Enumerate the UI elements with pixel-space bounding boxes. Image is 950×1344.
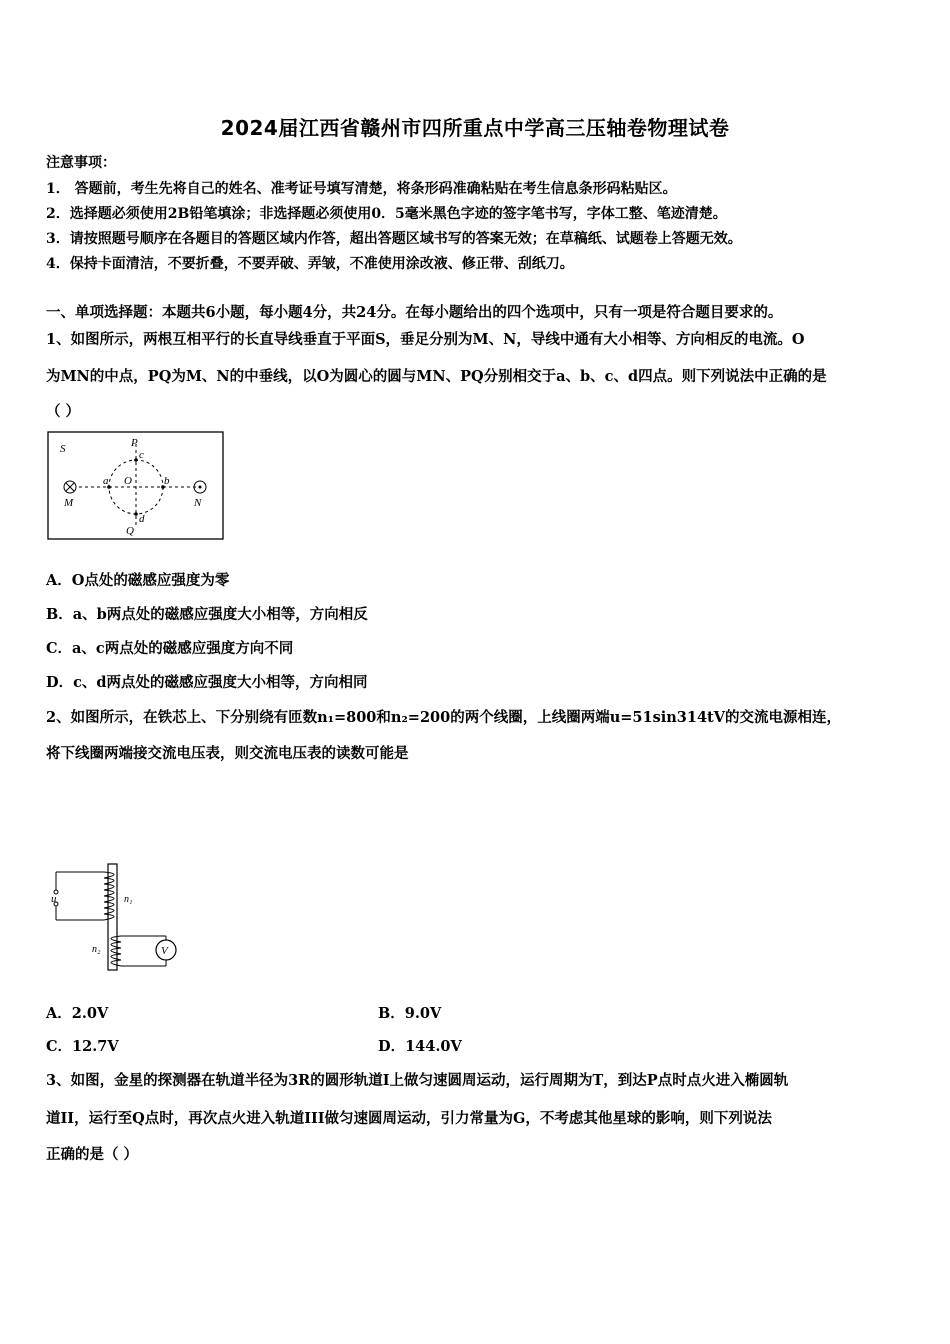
label-v: V xyxy=(161,945,168,957)
label-o: O xyxy=(124,475,132,487)
wire-n-dot xyxy=(199,486,202,489)
q1-line-2: 为MN的中点，PQ为M、N的中垂线，以O为圆心的圆与MN、PQ分别相交于a、b、c、d四点。则下列说法中正确的是 xyxy=(46,368,827,385)
lower-coil xyxy=(111,936,121,966)
q3-line-3: 正确的是（ ） xyxy=(46,1146,139,1163)
label-d: d xyxy=(139,513,145,525)
q2-figure xyxy=(46,860,186,975)
note-item-3: 3．请按照题号顺序在各题目的答题区域内作答，超出答题区域书写的答案无效；在草稿纸、试题卷上答题无效。 xyxy=(46,231,742,247)
q2-option-d: D．144.0V xyxy=(378,1038,462,1055)
notes-heading: 注意事项： xyxy=(46,155,116,171)
q3-line-1: 3、如图，金星的探测器在轨道半径为3R的圆形轨道I上做匀速圆周运动，运行周期为T，到达P点时点火进入椭圆轨 xyxy=(46,1072,789,1089)
label-p: P xyxy=(131,437,138,449)
q1-option-a: A．O点处的磁感应强度为零 xyxy=(46,572,230,589)
label-a: a xyxy=(103,475,109,487)
iron-core xyxy=(108,864,117,970)
section-heading: 一、单项选择题：本题共6小题，每小题4分，共24分。在每小题给出的四个选项中，只有一项是符合题目要求的。 xyxy=(46,304,783,321)
q1-line-1: 1、如图所示，两根互相平行的长直导线垂直于平面S，垂足分别为M、N，导线中通有大小相等、方向相反的电流。O xyxy=(46,331,805,348)
label-s: S xyxy=(60,443,66,455)
label-n2: n₂ xyxy=(92,944,101,955)
q2-option-a: A．2.0V xyxy=(46,1005,109,1022)
q2-line-2: 将下线圈两端接交流电压表，则交流电压表的读数可能是 xyxy=(46,745,409,762)
note-item-1: 1． 答题前，考生先将自己的姓名、准考证号填写清楚，将条形码准确粘贴在考生信息条形码粘贴区。 xyxy=(46,181,677,197)
q1-line-3: （ ） xyxy=(46,403,81,420)
label-m: M xyxy=(64,497,74,509)
label-c: c xyxy=(139,449,144,461)
document-title: 2024届江西省赣州市四所重点中学高三压轴卷物理试卷 xyxy=(220,116,730,140)
label-n1: n₁ xyxy=(124,894,133,905)
note-item-4: 4．保持卡面清洁，不要折叠，不要弄破、弄皱，不准使用涂改液、修正带、刮纸刀。 xyxy=(46,256,574,272)
q2-option-b: B．9.0V xyxy=(378,1005,442,1022)
label-n: N xyxy=(194,497,202,509)
upper-coil xyxy=(104,872,114,920)
note-item-2: 2．选择题必须使用2B铅笔填涂；非选择题必须使用0．5毫米黑色字迹的签字笔书写，字体工整、笔迹清楚。 xyxy=(46,206,727,222)
q2-option-c: C．12.7V xyxy=(46,1038,119,1055)
point-d xyxy=(134,512,138,516)
q1-option-c: C．a、c两点处的磁感应强度方向不同 xyxy=(46,640,294,657)
label-q: Q xyxy=(126,525,134,537)
q1-option-b: B．a、b两点处的磁感应强度大小相等，方向相反 xyxy=(46,606,368,623)
q2-line-1: 2、如图所示，在铁芯上、下分别绕有匝数n₁=800和n₂=200的两个线圈，上线圈两端u=51sin314tV的交流电源相连， xyxy=(46,709,842,726)
point-c xyxy=(134,458,138,462)
q1-figure xyxy=(46,430,226,542)
q3-line-2: 道II，运行至Q点时，再次点火进入轨道III做匀速圆周运动，引力常量为G，不考虑其他星球的影响，则下列说法 xyxy=(46,1110,772,1127)
label-b: b xyxy=(164,475,170,487)
q1-option-d: D．c、d两点处的磁感应强度大小相等，方向相同 xyxy=(46,674,368,691)
label-u: u xyxy=(51,893,57,905)
